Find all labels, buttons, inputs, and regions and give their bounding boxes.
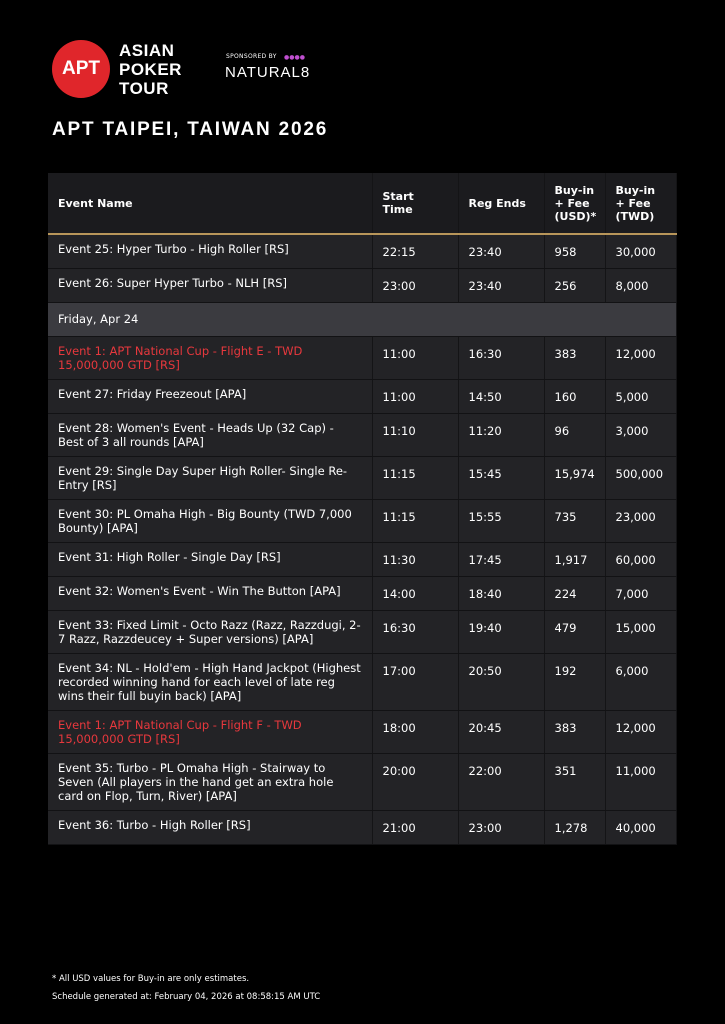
cell-start: 20:00 [372, 753, 458, 810]
cell-start: 16:30 [372, 610, 458, 653]
cell-usd: 383 [544, 710, 605, 753]
cell-reg: 23:00 [458, 810, 544, 844]
cell-name: Event 1: APT National Cup - Flight E - TWD 15,000,000 GTD [RS] [48, 336, 372, 379]
cell-reg: 23:40 [458, 234, 544, 268]
cell-usd: 383 [544, 336, 605, 379]
cell-reg: 18:40 [458, 576, 544, 610]
cell-usd: 160 [544, 379, 605, 413]
cell-twd: 7,000 [605, 576, 676, 610]
date-row [48, 302, 676, 336]
cell-start: 11:10 [372, 413, 458, 456]
cell-start: 23:00 [372, 268, 458, 302]
cell-twd: 12,000 [605, 710, 676, 753]
cell-twd: 30,000 [605, 234, 676, 268]
cell-name: Event 32: Women's Event - Win The Button [APA] [48, 576, 372, 610]
generated-timestamp: Schedule generated at: February 04, 2026 at 08:58:15 AM UTC [52, 992, 321, 1002]
column-header: Buy-in + Fee (TWD) [605, 173, 676, 234]
sponsored-by-label: SPONSORED BY [226, 53, 277, 60]
cell-usd: 192 [544, 653, 605, 710]
usd-note: * All USD values for Buy-in are only estimates. [52, 974, 250, 984]
brand-line: ASIAN [119, 41, 175, 60]
cell-name: Event 25: Hyper Turbo - High Roller [RS] [48, 234, 372, 268]
schedule-table [48, 173, 677, 845]
cell-name: Event 29: Single Day Super High Roller- Single Re-Entry [RS] [48, 456, 372, 499]
cell-start: 11:15 [372, 456, 458, 499]
brand-line: POKER [119, 60, 182, 79]
cell-twd: 23,000 [605, 499, 676, 542]
cell-reg: 15:55 [458, 499, 544, 542]
cell-usd: 1,278 [544, 810, 605, 844]
table-row [48, 753, 676, 810]
table-row [48, 379, 676, 413]
cell-twd: 12,000 [605, 336, 676, 379]
brand-line: TOUR [119, 79, 169, 98]
cell-usd: 1,917 [544, 542, 605, 576]
cell-usd: 256 [544, 268, 605, 302]
sponsor-name: NATURAL8 [225, 64, 311, 81]
cell-reg: 23:40 [458, 268, 544, 302]
cell-twd: 40,000 [605, 810, 676, 844]
table-row [48, 653, 676, 710]
cell-reg: 14:50 [458, 379, 544, 413]
cell-usd: 735 [544, 499, 605, 542]
cell-start: 22:15 [372, 234, 458, 268]
cell-twd: 5,000 [605, 379, 676, 413]
cell-reg: 17:45 [458, 542, 544, 576]
cell-start: 18:00 [372, 710, 458, 753]
table-row [48, 413, 676, 456]
column-header: Reg Ends [458, 173, 544, 234]
brand-name [119, 41, 182, 98]
cell-usd: 15,974 [544, 456, 605, 499]
cell-reg: 11:20 [458, 413, 544, 456]
cell-twd: 3,000 [605, 413, 676, 456]
column-header: Buy-in + Fee (USD)* [544, 173, 605, 234]
cell-usd: 351 [544, 753, 605, 810]
column-header: Event Name [48, 173, 372, 234]
cell-start: 11:15 [372, 499, 458, 542]
date-label: Friday, Apr 24 [48, 302, 676, 336]
cell-reg: 20:50 [458, 653, 544, 710]
column-header: Start Time [372, 173, 458, 234]
cell-usd: 224 [544, 576, 605, 610]
table-row [48, 234, 676, 268]
cell-usd: 958 [544, 234, 605, 268]
cell-usd: 479 [544, 610, 605, 653]
cell-reg: 16:30 [458, 336, 544, 379]
cell-reg: 20:45 [458, 710, 544, 753]
cell-start: 11:30 [372, 542, 458, 576]
cell-start: 14:00 [372, 576, 458, 610]
cell-twd: 8,000 [605, 268, 676, 302]
dots-icon: ●●●● [284, 54, 305, 61]
sponsor-logo [225, 64, 310, 82]
table-row [48, 710, 676, 753]
page-title: APT TAIPEI, TAIWAN 2026 [52, 119, 329, 140]
table-row [48, 499, 676, 542]
cell-twd: 11,000 [605, 753, 676, 810]
table-row [48, 456, 676, 499]
table-row [48, 542, 676, 576]
cell-name: Event 34: NL - Hold'em - High Hand Jackpot (Highest recorded winning hand for each level of late reg wins their full buyin back) [APA] [48, 653, 372, 710]
cell-twd: 6,000 [605, 653, 676, 710]
table-row [48, 610, 676, 653]
cell-name: Event 30: PL Omaha High - Big Bounty (TWD 7,000 Bounty) [APA] [48, 499, 372, 542]
apt-logo: APT [52, 40, 110, 98]
cell-reg: 22:00 [458, 753, 544, 810]
cell-twd: 60,000 [605, 542, 676, 576]
cell-name: Event 35: Turbo - PL Omaha High - Stairway to Seven (All players in the hand get an extra hole card on Flop, Turn, River) [APA] [48, 753, 372, 810]
cell-start: 11:00 [372, 379, 458, 413]
table-row [48, 268, 676, 302]
cell-name: Event 36: Turbo - High Roller [RS] [48, 810, 372, 844]
table-row [48, 336, 676, 379]
cell-name: Event 1: APT National Cup - Flight F - TWD 15,000,000 GTD [RS] [48, 710, 372, 753]
cell-start: 17:00 [372, 653, 458, 710]
cell-name: Event 31: High Roller - Single Day [RS] [48, 542, 372, 576]
cell-reg: 15:45 [458, 456, 544, 499]
header-row [48, 173, 676, 234]
cell-start: 11:00 [372, 336, 458, 379]
cell-start: 21:00 [372, 810, 458, 844]
cell-twd: 500,000 [605, 456, 676, 499]
cell-reg: 19:40 [458, 610, 544, 653]
table-row [48, 810, 676, 844]
cell-twd: 15,000 [605, 610, 676, 653]
cell-name: Event 26: Super Hyper Turbo - NLH [RS] [48, 268, 372, 302]
cell-usd: 96 [544, 413, 605, 456]
cell-name: Event 28: Women's Event - Heads Up (32 Cap) - Best of 3 all rounds [APA] [48, 413, 372, 456]
cell-name: Event 33: Fixed Limit - Octo Razz (Razz, Razzdugi, 2-7 Razz, Razzdeucey + Super versions) [APA] [48, 610, 372, 653]
cell-name: Event 27: Friday Freezeout [APA] [48, 379, 372, 413]
table-row [48, 576, 676, 610]
